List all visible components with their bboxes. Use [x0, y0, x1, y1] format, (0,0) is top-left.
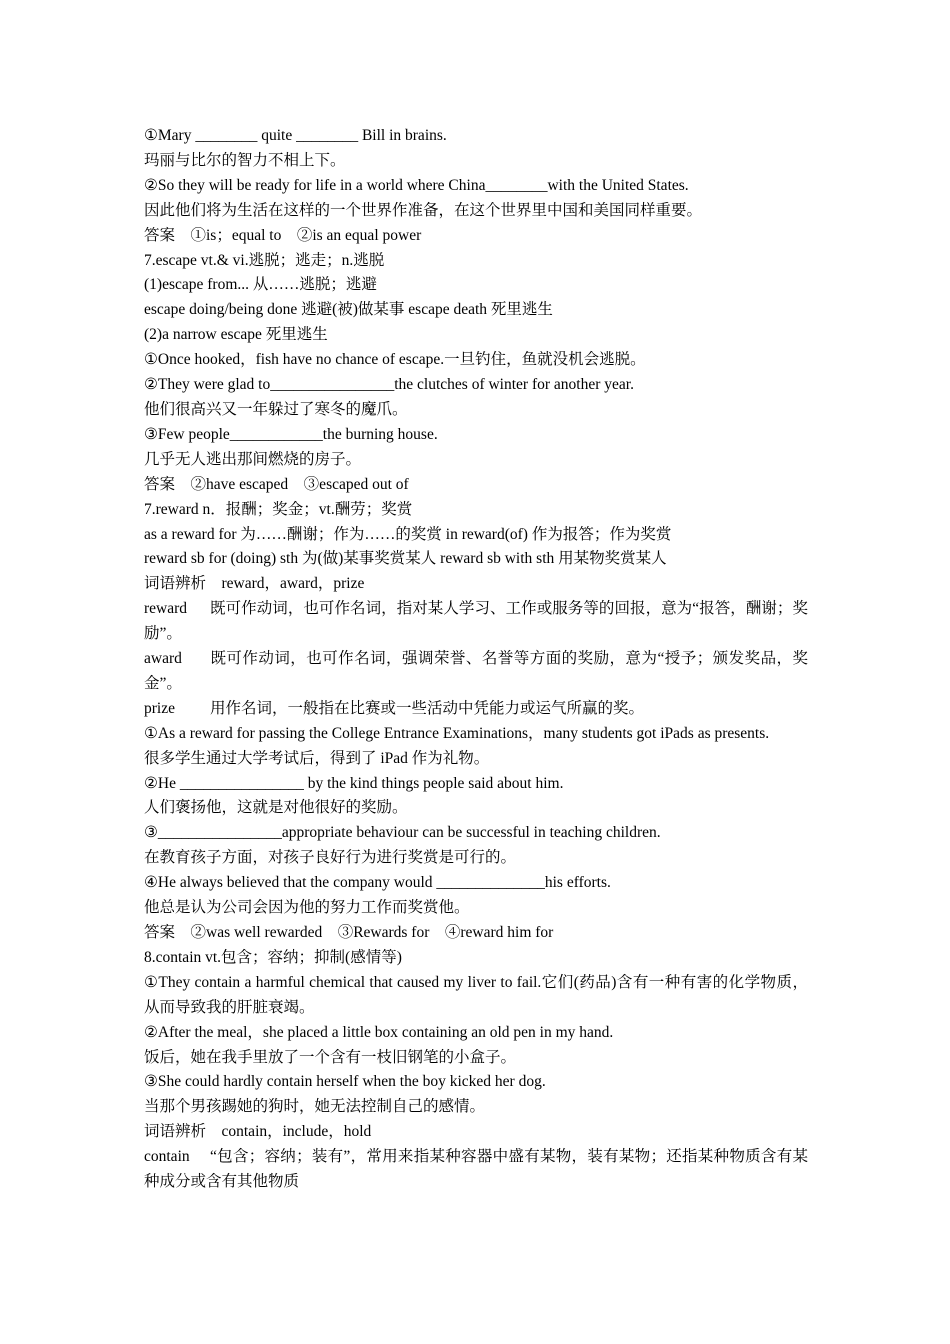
text-line: ②He ________________ by the kind things people said about him. [144, 774, 564, 792]
text-line: reward sb for (doing) sth 为(做)某事奖赏某人 reward sb with sth 用某物奖赏某人 [144, 550, 667, 568]
definition-term: award [144, 650, 182, 668]
definition-text: “包含；容纳；装有”，常用来指某种容器中盛有某物，装有某物；还指某种物质含有某种成分或含有其他物质 [144, 1148, 808, 1191]
definition-text: 用作名词，一般指在比赛或一些活动中凭能力或运气所赢的奖。 [210, 699, 645, 717]
definition-reward [144, 597, 808, 647]
definition-text: 既可作动词，也可作名词，强调荣誉、名誉等方面的奖励，意为“授予；颁发奖品，奖金”。 [144, 650, 808, 692]
text-line: ①Mary ________ quite ________ Bill in brains. [144, 127, 447, 144]
text-line: 玛丽与比尔的智力不相上下。 [144, 151, 346, 169]
text-line: as a reward for 为……酬谢；作为……的奖赏 in reward(of) 作为报答；作为奖赏 [144, 525, 672, 543]
document-page [144, 124, 808, 1195]
answer-line: 答案 ①is；equal to ②is an equal power [144, 226, 422, 244]
text-line: 因此他们将为生活在这样的一个世界作准备，在这个世界里中国和美国同样重要。 [144, 201, 703, 219]
text-line: 他总是认为公司会因为他的努力工作而奖赏他。 [144, 899, 470, 917]
text-line: 当那个男孩踢她的狗时，她无法控制自己的感情。 [144, 1098, 486, 1116]
answer-line: 答案 ②have escaped ③escaped out of [144, 475, 409, 493]
text-line: 人们褒扬他，这就是对他很好的奖励。 [144, 799, 408, 817]
entry-heading-contain: 8.contain vt.包含；容纳；抑制(感情等) [144, 948, 402, 966]
definition-award [144, 647, 808, 697]
text-line: 饭后，她在我手里放了一个含有一枝旧钢笔的小盒子。 [144, 1048, 517, 1066]
definition-prize [144, 697, 808, 722]
entry-heading-reward: 7.reward n．报酬；奖金；vt.酬劳；奖赏 [144, 500, 413, 518]
text-line: ③________________appropriate behaviour can be successful in teaching children. [144, 824, 661, 842]
definition-contain [144, 1145, 808, 1195]
text-line: ③She could hardly contain herself when the boy kicked her dog. [144, 1073, 546, 1091]
text-line: escape doing/being done 逃避(被)做某事 escape death 死里逃生 [144, 301, 553, 319]
definition-term: prize [144, 699, 175, 717]
text-line: 在教育孩子方面，对孩子良好行为进行奖赏是可行的。 [144, 849, 517, 867]
text-line: ①Once hooked，fish have no chance of escape.一旦钓住，鱼就没机会逃脱。 [144, 351, 646, 369]
text-line: ④He always believed that the company would ______________his efforts. [144, 874, 611, 892]
text-line: ③Few people____________the burning house. [144, 425, 438, 443]
text-line: (2)a narrow escape 死里逃生 [144, 326, 328, 344]
text-line: 很多学生通过大学考试后，得到了 iPad 作为礼物。 [144, 749, 490, 767]
text-line: 几乎无人逃出那间燃烧的房子。 [144, 450, 362, 468]
text-line: ②After the meal，she placed a little box containing an old pen in my hand. [144, 1023, 614, 1041]
text-line: ②They were glad to________________the clutches of winter for another year. [144, 376, 634, 394]
word-distinction-heading: 词语辨析 reward，award，prize [144, 575, 365, 593]
definition-text: 既可作动词，也可作名词，指对某人学习、工作或服务等的回报，意为“报答，酬谢；奖励”。 [144, 600, 808, 643]
answer-line: 答案 ②was well rewarded ③Rewards for ④reward him for [144, 924, 554, 941]
definition-term: reward [144, 600, 188, 618]
entry-heading-escape: 7.escape vt.& vi.逃脱；逃走；n.逃脱 [144, 251, 385, 269]
text-line: 他们很高兴又一年躲过了寒冬的魔爪。 [144, 400, 408, 418]
example-sentence: ①They contain a harmful chemical that caused my liver to fail.它们(药品)含有一种有害的化学物质，从而导致我的肝脏衰竭。 [144, 973, 808, 1016]
text-line: ②So they will be ready for life in a world where China________with the United States. [144, 176, 689, 194]
word-distinction-heading: 词语辨析 contain，include，hold [144, 1123, 372, 1141]
definition-term: contain [144, 1148, 190, 1166]
example-sentence: ①As a reward for passing the College Entrance Examinations，many students got iPads as presents. [144, 724, 770, 742]
text-line: (1)escape from... 从……逃脱；逃避 [144, 276, 377, 294]
